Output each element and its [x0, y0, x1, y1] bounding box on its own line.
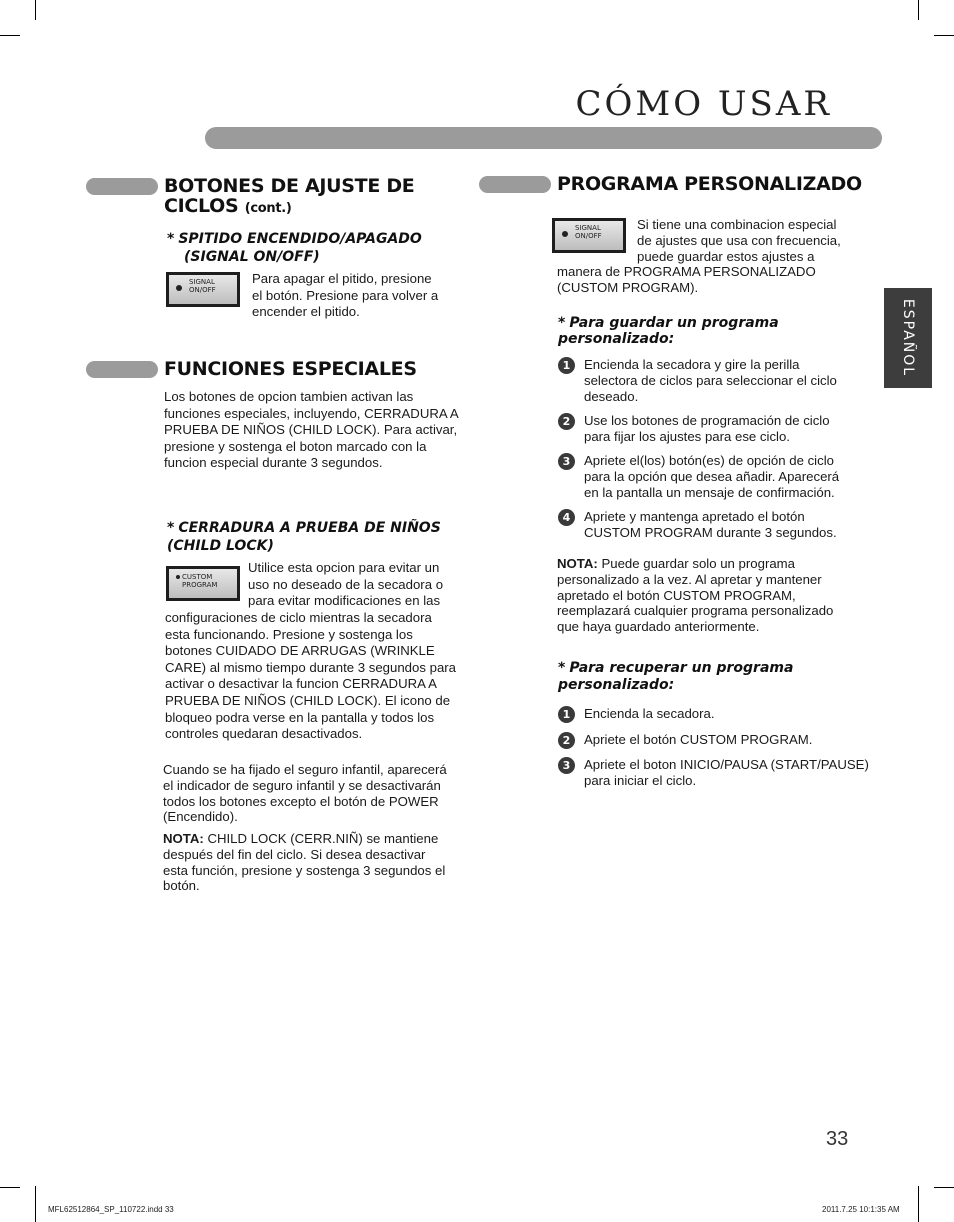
step-number: 2: [558, 732, 575, 749]
text-line: para la opción que desea añadir. Aparecerá: [584, 469, 840, 484]
programa-intro-bottom: [557, 264, 816, 296]
text-line: Para apagar el pitido, presione: [252, 271, 432, 286]
text-line: que haya guardado anteriormente.: [557, 619, 760, 635]
text-line: Apriete el botón CUSTOM PROGRAM.: [584, 732, 813, 747]
asterisk: *: [167, 231, 175, 247]
text-line: Apriete el boton INICIO/PAUSA (START/PAUSE): [584, 757, 869, 772]
subheading-recall: [558, 660, 793, 694]
subheading-line: Para recuperar un programa: [569, 660, 794, 676]
crop-mark: [918, 0, 919, 20]
subheading-line: personalizado: [558, 677, 669, 693]
text-line: Los botones de opcion tambien activan las: [164, 389, 414, 404]
page-title: CÓMO USAR: [575, 84, 832, 124]
page-number: 33: [826, 1128, 849, 1150]
step-number: 1: [558, 706, 575, 723]
crop-mark: [934, 1187, 954, 1188]
step-number: 1: [558, 357, 575, 374]
child-lock-note: [163, 831, 445, 894]
crop-mark: [35, 0, 36, 20]
text-line: personalizado a la vez. Al apretar y mantener: [557, 571, 822, 587]
text-line: para fijar los ajustes para ese ciclo.: [584, 429, 790, 444]
text-line: encender el pitido.: [252, 304, 360, 320]
signal-description: [252, 271, 438, 321]
section-heading-programa: PROGRAMA PERSONALIZADO: [557, 173, 862, 195]
note-label: NOTA:: [557, 556, 598, 571]
asterisk: *: [167, 520, 175, 536]
text-line: para evitar modificaciones en las: [248, 593, 441, 609]
text-line: funcion especial durante 3 segundos.: [164, 455, 383, 471]
text-line: configuraciones de ciclo mientras la secadora: [165, 610, 432, 625]
subheading-line: (CHILD LOCK): [167, 538, 274, 554]
footer-timestamp: 2011.7.25 10:1:35 AM: [822, 1205, 900, 1214]
language-tab-label: ESPAÑOL: [900, 298, 916, 378]
text-line: Utilice esta opcion para evitar un: [248, 560, 440, 575]
text-line: presione y sostenga el boton marcado con la: [164, 438, 427, 454]
text-line: (CUSTOM PROGRAM).: [557, 279, 699, 295]
text-line: Cuando se ha fijado el seguro infantil, aparecerá: [163, 762, 447, 777]
custom-program-button-image: [166, 566, 240, 601]
text-line: (Encendido).: [163, 809, 238, 825]
subheading-signal: [167, 230, 422, 266]
text-line: Si tiene una combinacion especial: [637, 217, 837, 232]
asterisk: *: [558, 660, 566, 676]
step-number: 3: [558, 453, 575, 470]
subheading-save: [558, 315, 779, 347]
text-line: Encienda la secadora.: [584, 706, 715, 721]
crop-mark: [0, 35, 20, 36]
text-line: selectora de ciclos para seleccionar el ciclo: [584, 373, 837, 388]
text-line: todos los botones excepto el botón de POWER: [163, 793, 439, 809]
subheading-line: personalizado: [558, 331, 669, 347]
text-line: Puede guardar solo un programa: [597, 556, 795, 571]
section-pill: [86, 178, 158, 195]
button-label: CUSTOM: [182, 573, 213, 581]
child-lock-description-bottom: [165, 610, 456, 743]
text-line: el botón. Presione para volver a: [252, 287, 439, 303]
text-line: puede guardar estos ajustes a: [637, 248, 815, 264]
text-line: controles quedaran desactivados.: [165, 726, 363, 742]
text-line: bloqueo podra verse en la pantalla y todos los: [165, 709, 435, 725]
colon: :: [668, 677, 675, 693]
subheading-line: Para guardar un programa: [569, 315, 779, 331]
text-line: activar o desactivar la funcion CERRADURA A: [165, 676, 437, 692]
text-line: CHILD LOCK (CERR.NIÑ) se mantiene: [203, 831, 439, 846]
section-heading-funciones: FUNCIONES ESPECIALES: [164, 358, 417, 380]
signal-button-image: [166, 272, 240, 307]
asterisk: *: [558, 315, 566, 331]
button-label: PROGRAM: [182, 580, 218, 589]
lock-indicator-text: [163, 762, 447, 825]
step-number: 4: [558, 509, 575, 526]
section-heading-ciclos: [164, 176, 414, 219]
text-line: después del fin del ciclo. Si desea desactivar: [163, 846, 426, 862]
text-line: reemplazará cualquier programa personalizado: [557, 603, 834, 619]
title-bar: [205, 127, 882, 149]
text-line: uso no deseado de la secadora o: [248, 576, 444, 592]
button-label: SIGNAL: [189, 278, 215, 286]
subheading-line: (SIGNAL ON/OFF): [184, 249, 320, 265]
section-pill: [479, 176, 551, 193]
heading-cont: (cont.): [244, 201, 292, 216]
programa-note: [557, 556, 833, 635]
text-line: en la pantalla un mensaje de confirmación.: [584, 485, 835, 500]
subheading-line: SPITIDO ENCENDIDO/APAGADO: [178, 231, 422, 247]
step-number: 2: [558, 413, 575, 430]
text-line: esta funcionando. Presione y sostenga los: [165, 626, 413, 642]
text-line: botones CUIDADO DE ARRUGAS (WRINKLE: [165, 643, 435, 659]
text-line: funciones especiales, incluyendo, CERRADURA A: [164, 405, 459, 421]
crop-mark: [934, 35, 954, 36]
heading-line: CICLOS: [164, 195, 245, 217]
text-line: deseado.: [584, 389, 639, 404]
text-line: PRUEBA DE NIÑOS (CHILD LOCK). El icono de: [165, 692, 451, 708]
text-line: CARE) al mismo tiempo durante 3 segundos para: [165, 659, 457, 675]
heading-line: BOTONES DE AJUSTE DE: [164, 175, 415, 197]
text-line: Use los botones de programación de ciclo: [584, 413, 830, 428]
note-label: NOTA:: [163, 831, 204, 846]
crop-mark: [35, 1186, 36, 1222]
button-label: SIGNAL: [575, 224, 601, 232]
text-line: el indicador de seguro infantil y se desactivarán: [163, 777, 441, 793]
text-line: Apriete el(los) botón(es) de opción de ciclo: [584, 453, 834, 468]
crop-mark: [0, 1187, 20, 1188]
footer-file: MFL62512864_SP_110722.indd 33: [48, 1205, 174, 1214]
text-line: PRUEBA DE NIÑOS (CHILD LOCK). Para activar,: [164, 422, 458, 438]
funciones-description: [164, 389, 459, 472]
text-line: para iniciar el ciclo.: [584, 773, 697, 788]
section-pill: [86, 361, 158, 378]
text-line: Encienda la secadora y gire la perilla: [584, 357, 800, 372]
step-number: 3: [558, 757, 575, 774]
crop-mark: [918, 1186, 919, 1222]
button-label: ON/OFF: [189, 285, 216, 294]
text-line: CUSTOM PROGRAM durante 3 segundos.: [584, 525, 837, 540]
programa-intro-top: [637, 217, 841, 264]
text-line: de ajustes que usa con frecuencia,: [637, 232, 841, 248]
text-line: botón.: [163, 878, 200, 894]
button-label: ON/OFF: [575, 231, 602, 240]
colon: :: [668, 331, 675, 347]
subheading-line: CERRADURA A PRUEBA DE NIÑOS: [178, 520, 441, 536]
text-line: apretado el botón CUSTOM PROGRAM,: [557, 587, 796, 603]
signal-button-image: [552, 218, 626, 253]
text-line: Apriete y mantenga apretado el botón: [584, 509, 805, 524]
text-line: esta función, presione y sostenga 3 segundos el: [163, 862, 446, 878]
text-line: manera de PROGRAMA PERSONALIZADO: [557, 264, 816, 279]
child-lock-description-top: [248, 560, 443, 610]
subheading-child-lock: [167, 519, 441, 555]
